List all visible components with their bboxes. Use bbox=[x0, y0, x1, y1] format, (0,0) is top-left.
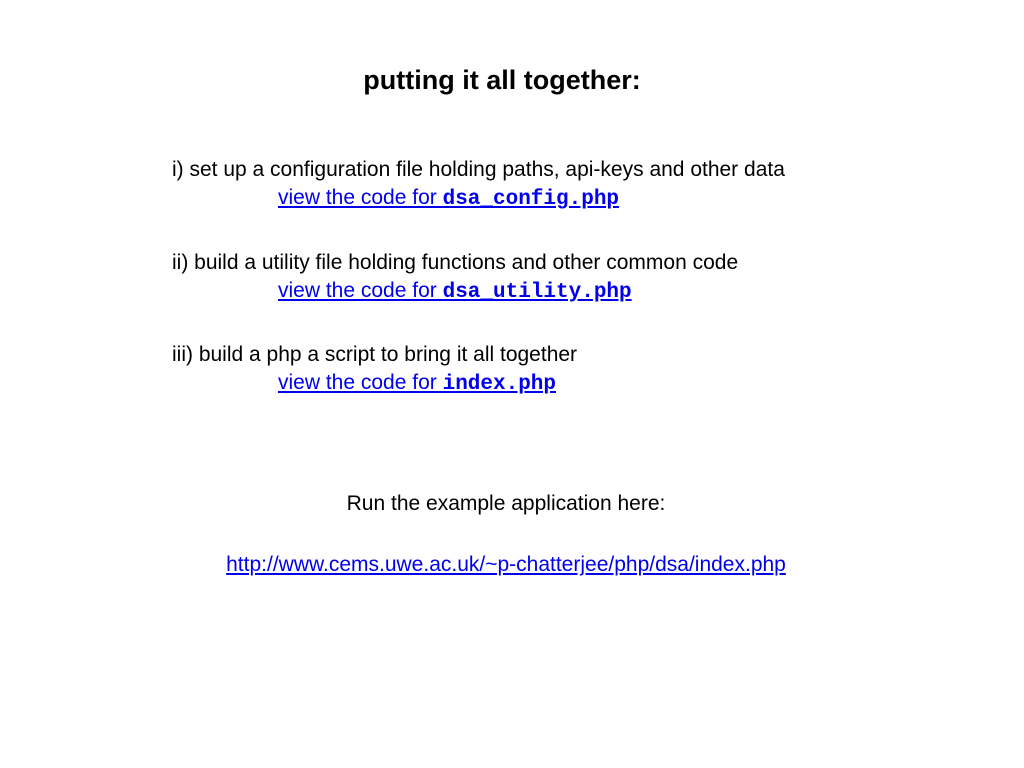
step-item-config bbox=[172, 156, 785, 214]
link-file-name: dsa_config.php bbox=[442, 188, 620, 211]
step-item-utility bbox=[172, 249, 738, 307]
link-lead-text: view the code for bbox=[278, 186, 443, 209]
slide-title: putting it all together: bbox=[363, 65, 641, 95]
link-file-name: dsa_utility.php bbox=[442, 281, 632, 304]
link-file-name: index.php bbox=[442, 373, 557, 396]
step-text: iii) build a php a script to bring it all together bbox=[172, 343, 578, 366]
step-text: i) set up a configuration file holding paths, api-keys and other data bbox=[172, 158, 785, 181]
view-config-code-link[interactable] bbox=[278, 184, 619, 214]
link-lead-text: view the code for bbox=[278, 371, 443, 394]
view-utility-code-link[interactable] bbox=[278, 277, 632, 307]
step-item-index bbox=[172, 341, 577, 399]
link-lead-text: view the code for bbox=[278, 279, 443, 302]
run-example-text: Run the example application here: bbox=[346, 492, 666, 515]
step-text: ii) build a utility file holding functions and other common code bbox=[172, 251, 739, 274]
view-index-code-link[interactable] bbox=[278, 369, 556, 399]
example-application-link[interactable]: http://www.cems.uwe.ac.uk/~p-chatterjee/php/dsa/index.php bbox=[226, 553, 786, 576]
run-example-url-row bbox=[0, 551, 1012, 579]
